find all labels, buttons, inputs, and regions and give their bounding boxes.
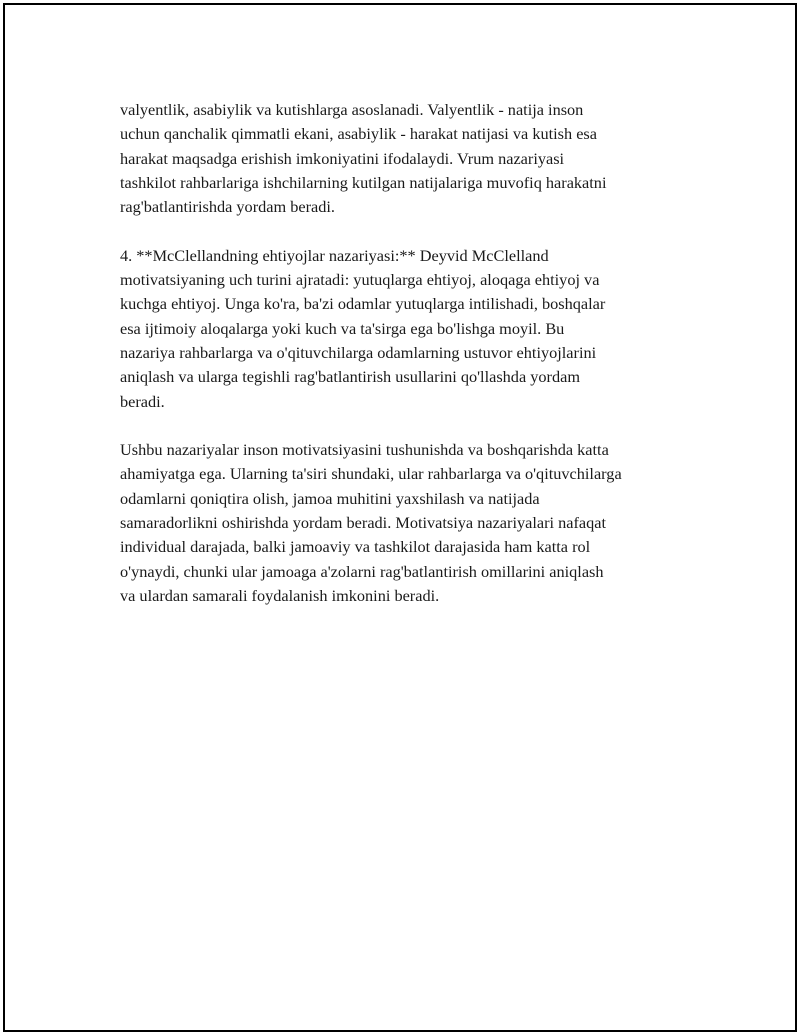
paragraph-mcclelland-theory xyxy=(120,244,700,414)
page-frame xyxy=(3,3,797,1032)
text-line: va ulardan samarali foydalanish imkonini beradi. xyxy=(120,585,440,605)
paragraph-vroom-continuation xyxy=(120,98,700,219)
text-line: kuchga ehtiyoj. Unga ko'ra, ba'zi odamlar yutuqlarga intilishadi, boshqalar xyxy=(120,294,606,314)
text-line: odamlarni qoniqtira olish, jamoa muhitini yaxshilash va natijada xyxy=(120,488,540,508)
text-line: o'ynaydi, chunki ular jamoaga a'zolarni rag'batlantirish omillarini aniqlash xyxy=(120,561,604,581)
text-line: individual darajada, balki jamoaviy va tashkilot darajasida ham katta rol xyxy=(120,537,591,557)
text-line: beradi. xyxy=(120,391,165,411)
text-line: samaradorlikni oshirishda yordam beradi. Motivatsiya nazariyalari nafaqat xyxy=(120,513,607,533)
text-line: tashkilot rahbarlariga ishchilarning kutilgan natijalariga muvofiq harakatni xyxy=(120,172,607,192)
document-body xyxy=(120,98,700,633)
text-line: ahamiyatga ega. Ularning ta'siri shundaki, ular rahbarlarga va o'qituvchilarga xyxy=(120,464,622,484)
text-line: rag'batlantirishda yordam beradi. xyxy=(120,197,335,217)
text-line: valyentlik, asabiylik va kutishlarga asoslanadi. Valyentlik - natija inson xyxy=(120,100,584,119)
text-line: harakat maqsadga erishish imkoniyatini ifodalaydi. Vrum nazariyasi xyxy=(120,148,565,168)
text-line: nazariya rahbarlarga va o'qituvchilarga odamlarning ustuvor ehtiyojlarini xyxy=(120,342,597,362)
text-line: motivatsiyaning uch turini ajratadi: yutuqlarga ehtiyoj, aloqaga ehtiyoj va xyxy=(120,270,600,290)
text-line: aniqlash va ularga tegishli rag'batlantirish usullarini qo'llashda yordam xyxy=(120,367,580,387)
paragraph-conclusion xyxy=(120,438,700,608)
text-line: Ushbu nazariyalar inson motivatsiyasini tushunishda va boshqarishda katta xyxy=(120,440,609,460)
text-line: 4. **McClellandning ehtiyojlar nazariyasi:** Deyvid McClelland xyxy=(120,245,549,265)
text-line: esa ijtimoiy aloqalarga yoki kuch va ta'sirga ega bo'lishga moyil. Bu xyxy=(120,318,565,338)
text-line: uchun qanchalik qimmatli ekani, asabiylik - harakat natijasi va kutish esa xyxy=(120,124,597,144)
